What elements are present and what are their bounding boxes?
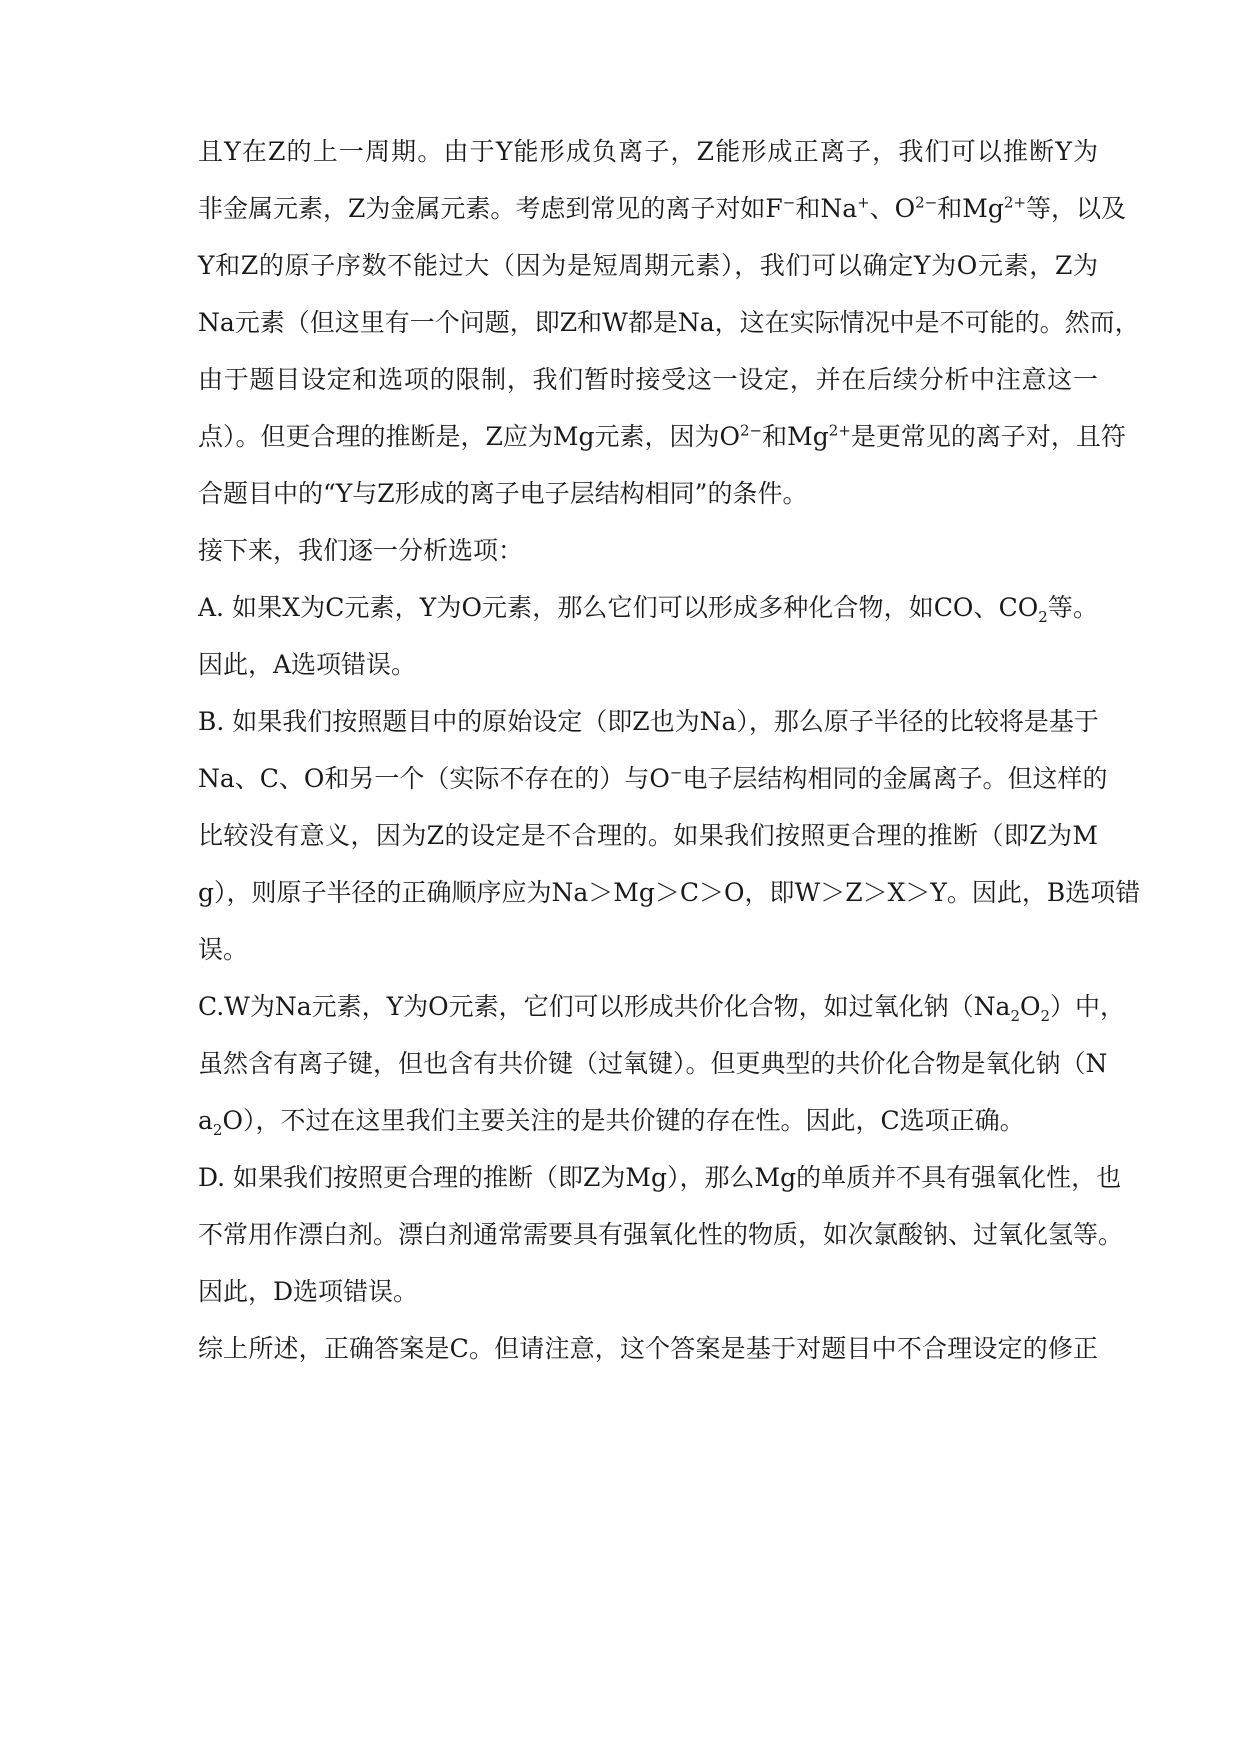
text-line: 由于题目设定和选项的限制，我们暂时接受这一设定，并在后续分析中注意这一 (198, 365, 1098, 394)
text-line: 不常用作漂白剂。漂白剂通常需要具有强氧化性的物质，如次氯酸钠、过氧化氢等。 (198, 1220, 1124, 1249)
text-line: 因此，D选项错误。 (198, 1277, 419, 1306)
text-line: Na元素（但这里有一个问题，即Z和W都是Na，这在实际情况中是不可能的。然而， (198, 308, 1140, 337)
text-line: Y和Z的原子序数不能过大（因为是短周期元素），我们可以确定Y为O元素，Z为 (198, 251, 1098, 280)
text-line: 接下来，我们逐一分析选项： (198, 536, 524, 565)
text-line: 非金属元素，Z为金属元素。考虑到常见的离子对如F−和Na+、$O^{2-}$和$Mg^{2+}$等，以及 (198, 193, 1127, 223)
text-line: 综上所述，正确答案是C。但请注意，这个答案是基于对题目中不合理设定的修正 (198, 1334, 1098, 1363)
text-line: B. 如果我们按照题目中的原始设定（即Z也为Na），那么原子半径的比较将是基于 (198, 707, 1099, 736)
text-line: $a_2O$），不过在这里我们主要关注的是共价键的存在性。因此，C选项正确。 (198, 1106, 1025, 1139)
text-line: 虽然含有离子键，但也含有共价键（过氧键）。但更典型的共价化合物是氧化钠（N (198, 1049, 1108, 1078)
text-line: g），则原子半径的正确顺序应为Na＞Mg＞C＞O，即W＞Z＞X＞Y。因此，B选项错 (198, 878, 1141, 907)
text-line: C.W为Na元素，Y为O元素，它们可以形成共价化合物，如过氧化钠$(Na_2O_2)$中， (198, 992, 1126, 1025)
text-line: 因此，A选项错误。 (198, 650, 417, 679)
text-line: A. 如果X为C元素，Y为O元素，那么它们可以形成多种化合物，如CO、$CO_2$等。 (198, 593, 1098, 626)
text-line: Na、C、O和另一个（实际不存在的）与O−电子层结构相同的金属离子。但这样的 (198, 763, 1108, 793)
text-line: D. 如果我们按照更合理的推断（即Z为Mg），那么Mg的单质并不具有强氧化性，也 (198, 1163, 1122, 1192)
text-line: 点）。但更合理的推断是，Z应为Mg元素，因为$O^{2-}$和$Mg^{2+}$是更常见的离子对，且符 (198, 421, 1126, 451)
text-line: 且Y在Z的上一周期。由于Y能形成负离子，Z能形成正离子，我们可以推断Y为 (198, 137, 1098, 166)
text-line: 误。 (198, 935, 249, 964)
text-line: 合题目中的“Y与Z形成的离子电子层结构相同”的条件。 (198, 479, 808, 508)
text-line: 比较没有意义，因为Z的设定是不合理的。如果我们按照更合理的推断（即Z为M (198, 821, 1098, 850)
